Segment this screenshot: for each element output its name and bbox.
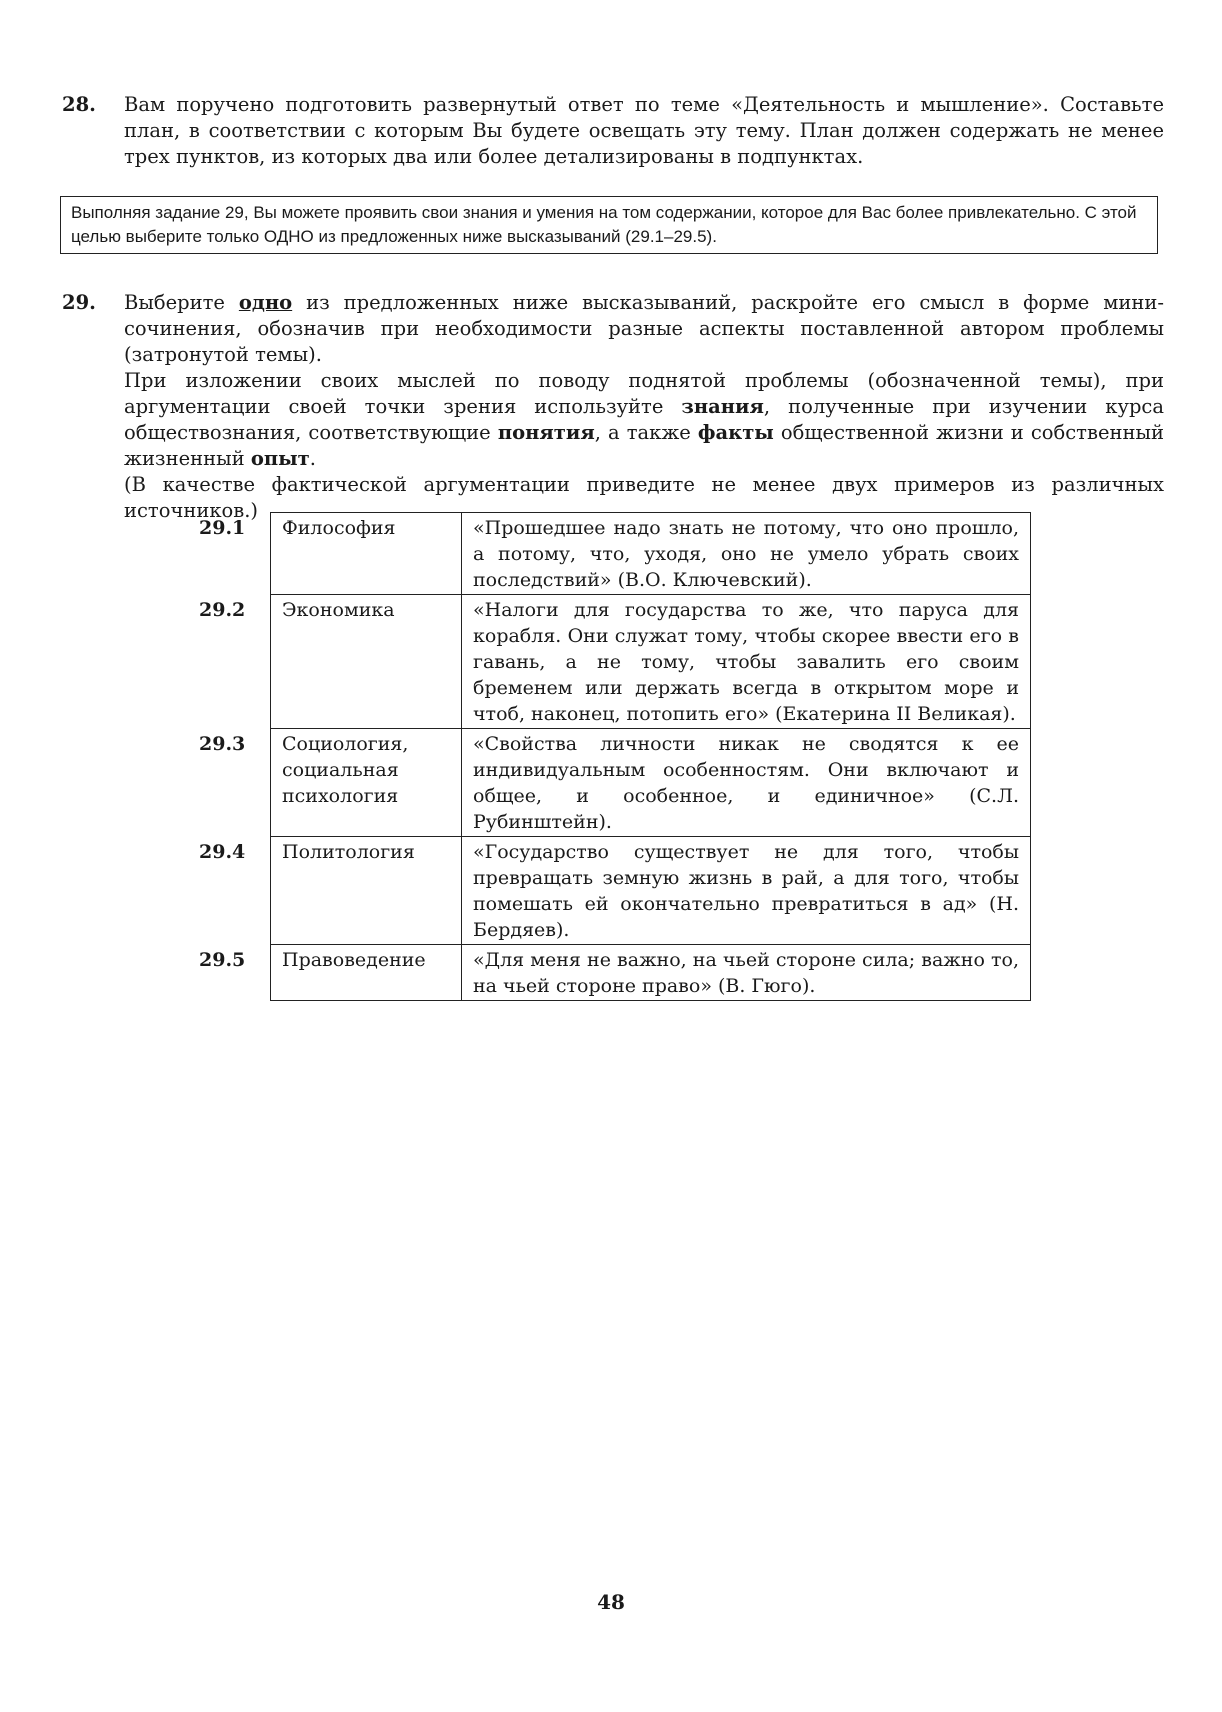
requirements-text: При изложении своих мыслей по поводу поднятой проблемы (обозначенной темы), при аргументации своей точки зрения используйте <box>124 369 1164 418</box>
statements-table <box>190 512 1031 1001</box>
statement-id: 29.4 <box>199 840 246 863</box>
requirements-text: . <box>309 447 316 470</box>
task-29-requirements <box>124 368 1164 472</box>
notice-text: Выполняя задание 29, Вы можете проявить свои знания и умения на том содержании, которое для Вас более привлекательно. С этой целью выберите только ОДНО из предложенных ниже высказываний (29.1–29.5). <box>71 203 1137 246</box>
statement-area: Социология, социальная психология <box>271 729 462 837</box>
statement-id: 29.2 <box>199 598 246 621</box>
instruction-text: из предложенных ниже высказываний, раскройте его смысл в форме мини-сочинения, обозначив при необходимости разные аспекты поставленной автором проблемы (затронутой темы). <box>124 291 1164 366</box>
statement-id: 29.5 <box>199 948 246 971</box>
statement-quote: «Свойства личности никак не сводятся к ее индивидуальным особенностям. Они включают и общее, и особенное, и единичное» (С.Л. Рубинштейн). <box>462 729 1031 837</box>
task-28-number: 28. <box>62 93 96 116</box>
requirements-text: , полученные при изучении курса обществознания, соответствующие <box>124 395 1164 444</box>
table-row <box>190 945 1031 1001</box>
task-29-argumentation-note: (В качестве фактической аргументации приведите не менее двух примеров из различных источников.) <box>124 473 1164 522</box>
statement-area: Экономика <box>271 595 462 729</box>
task-29-number: 29. <box>62 291 96 314</box>
instruction-text: Выберите <box>124 291 239 314</box>
emphasis-one: одно <box>238 291 293 314</box>
statement-area: Политология <box>271 837 462 945</box>
table-row <box>190 595 1031 729</box>
statement-area: Правоведение <box>271 945 462 1001</box>
statement-quote: «Налоги для государства то же, что паруса для корабля. Они служат тому, чтобы скорее ввести его в гавань, а не тому, чтобы завалить его своим бременем или держать всегда в открытом море и чтоб, наконец, потопить его» (Екатерина II Великая). <box>462 595 1031 729</box>
task-28-text: Вам поручено подготовить развернутый ответ по теме «Деятельность и мышление». Составьте план, в соответствии с которым Вы будете освещать эту тему. План должен содержать не менее трех пунктов, из которых два или более детализированы в подпунктах. <box>124 93 1164 168</box>
table-row <box>190 513 1031 595</box>
keyword-concepts: понятия <box>497 421 595 444</box>
page-number: 48 <box>597 1590 625 1614</box>
table-row <box>190 837 1031 945</box>
table-row <box>190 729 1031 837</box>
keyword-experience: опыт <box>250 447 310 470</box>
keyword-facts: факты <box>697 421 774 444</box>
task-29-instruction <box>124 290 1164 368</box>
statement-id: 29.1 <box>199 516 246 539</box>
statement-quote: «Для меня не важно, на чьей стороне сила; важно то, на чьей стороне право» (В. Гюго). <box>462 945 1031 1001</box>
task-29-notice-box <box>60 196 1158 254</box>
statement-quote: «Прошедшее надо знать не потому, что оно прошло, а потому, что, уходя, оно не умело убрать своих последствий» (В.О. Ключевский). <box>462 513 1031 595</box>
task-29 <box>62 290 1164 524</box>
statement-id: 29.3 <box>199 732 246 755</box>
requirements-text: , а также <box>594 421 698 444</box>
keyword-knowledge: знания <box>681 395 764 418</box>
statement-quote: «Государство существует не для того, чтобы превращать земную жизнь в рай, а для того, чтобы помешать ей окончательно превратиться в ад» (Н. Бердяев). <box>462 837 1031 945</box>
statement-area: Философия <box>271 513 462 595</box>
task-28 <box>62 92 1164 170</box>
requirements-text: общественной жизни и собственный жизненный <box>124 421 1165 470</box>
statements-table-wrapper <box>190 512 1031 1001</box>
